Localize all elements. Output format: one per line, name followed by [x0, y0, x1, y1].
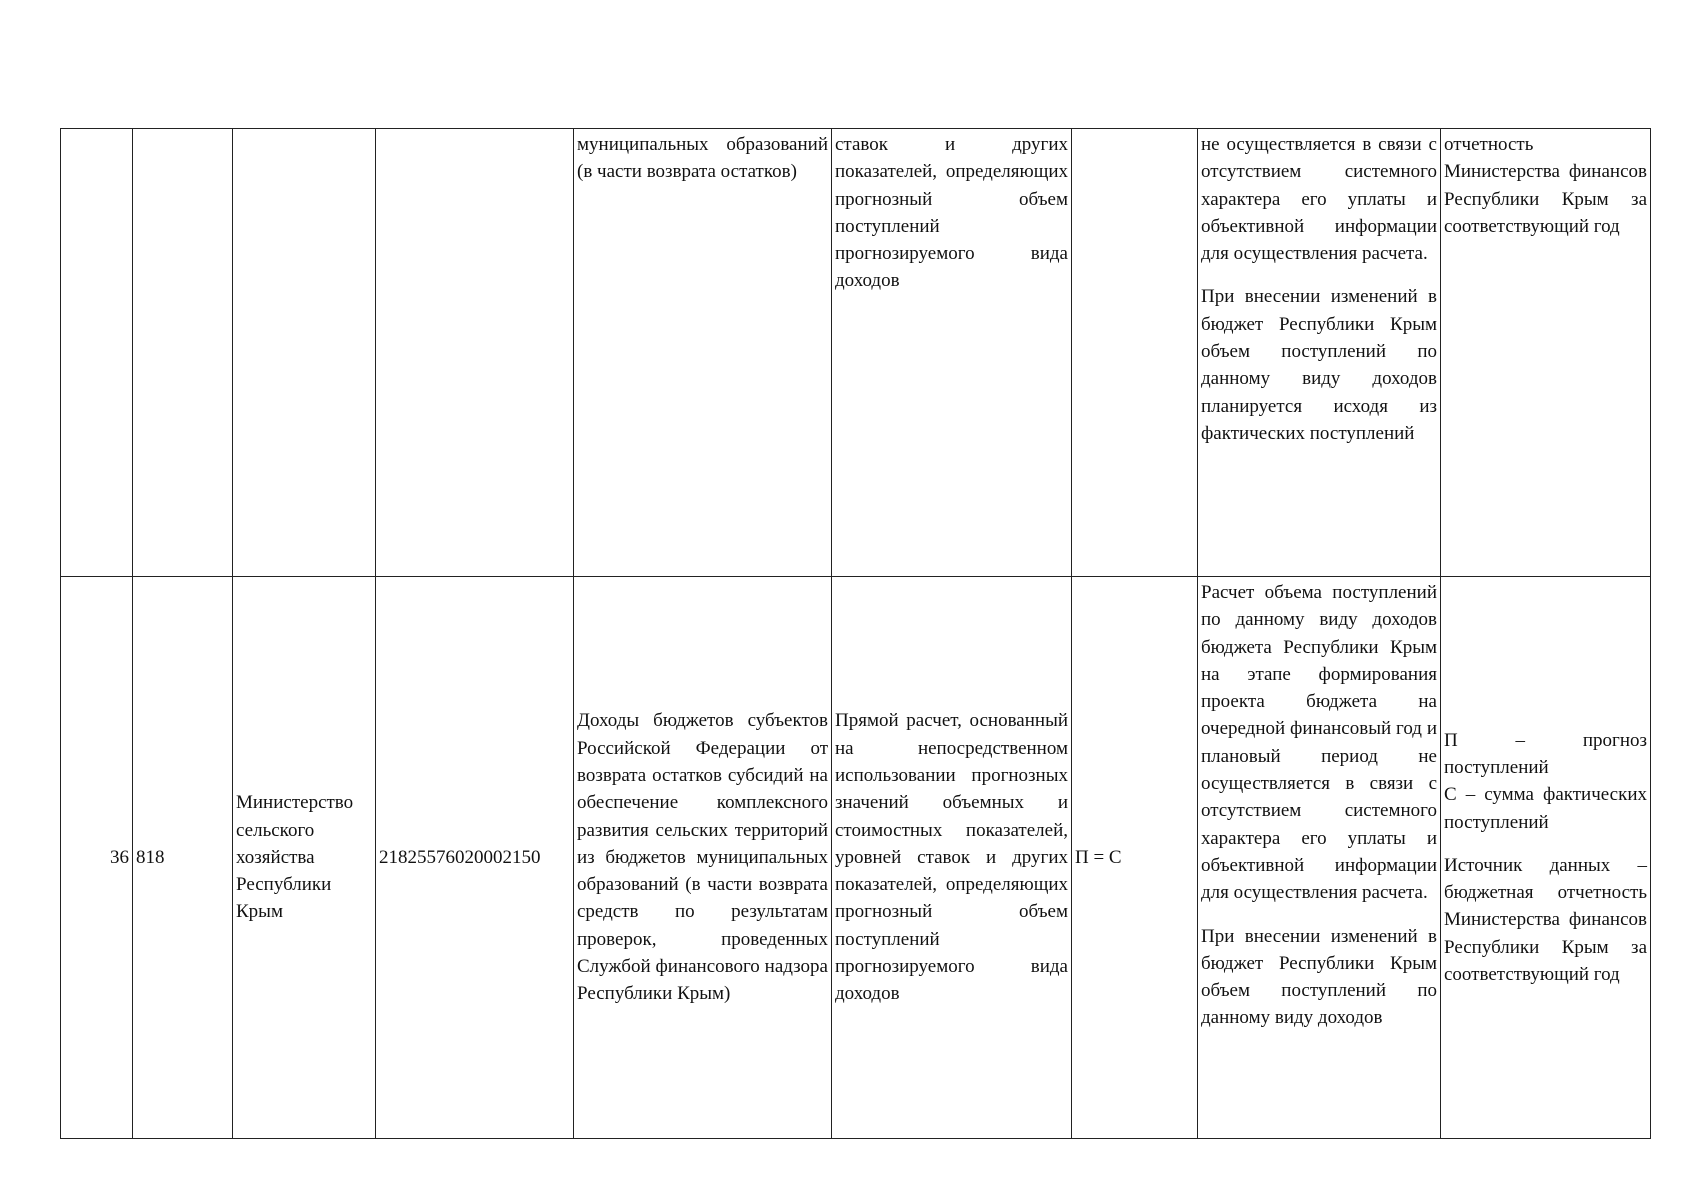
indicator-paragraph: П – прогноз поступлений [1444, 729, 1647, 778]
table-row [61, 577, 1651, 1139]
administrator-cell: Министерство сельского хозяйства Республики Крым [233, 577, 376, 1139]
calc-method-cell: Прямой расчет, основанный на непосредственном использовании прогнозных значений объемных и стоимостных показателей, уровней ставок и других показателей, определяющих прогнозный объем поступлений прогнозируемого вида доходов [832, 577, 1072, 1139]
algorithm-paragraph: При внесении изменений в бюджет Республики Крым объем поступлений по данному виду доходов планируется исходя из фактических поступлений [1201, 286, 1437, 444]
calc-method-cell: ставок и других показателей, определяющих прогнозный объем поступлений прогнозируемого вида доходов [832, 129, 1072, 577]
algorithm-paragraph: не осуществляется в связи с отсутствием системного характера его уплаты и объективной информации для осуществления расчета. [1201, 134, 1437, 265]
table-row [61, 129, 1651, 577]
indicators-cell [1441, 129, 1651, 577]
row-number-cell [61, 129, 133, 577]
indicator-paragraph: С – сумма фактических поступлений [1444, 784, 1647, 833]
indicators-cell [1441, 577, 1651, 1139]
formula-cell [1072, 129, 1198, 577]
admin-code-cell [133, 129, 233, 577]
budget-code-cell: 21825576020002150 [376, 577, 574, 1139]
administrator-cell [233, 129, 376, 577]
calc-algorithm-cell [1198, 577, 1441, 1139]
indicator-paragraph: отчетность Министерства финансов Республики Крым за соответствующий год [1444, 134, 1647, 237]
algorithm-paragraph: Расчет объема поступлений по данному виду доходов бюджета Республики Крым на этапе формирования проекта бюджета на очередной финансовый год и плановый период не осуществляется в связи с отсутствием системного характера его уплаты и объективной информации для осуществления расчета. [1201, 582, 1437, 904]
income-forecast-table [60, 128, 1651, 1139]
row-number-cell: 36 [61, 577, 133, 1139]
budget-code-cell [376, 129, 574, 577]
formula-cell: П = С [1072, 577, 1198, 1139]
income-name-cell: Доходы бюджетов субъектов Российской Федерации от возврата остатков субсидий на обеспечение комплексного развития сельских территорий из бюджетов муниципальных образований (в части возврата средств по результатам проверок, проведенных Службой финансового надзора Республики Крым) [574, 577, 832, 1139]
calc-algorithm-cell [1198, 129, 1441, 577]
algorithm-paragraph: При внесении изменений в бюджет Республики Крым объем поступлений по данному виду доходов [1201, 925, 1437, 1029]
indicator-paragraph: Источник данных – бюджетная отчетность Министерства финансов Республики Крым за соответствующий год [1444, 854, 1647, 986]
income-name-cell: муниципальных образований (в части возврата остатков) [574, 129, 832, 577]
admin-code-cell: 818 [133, 577, 233, 1139]
